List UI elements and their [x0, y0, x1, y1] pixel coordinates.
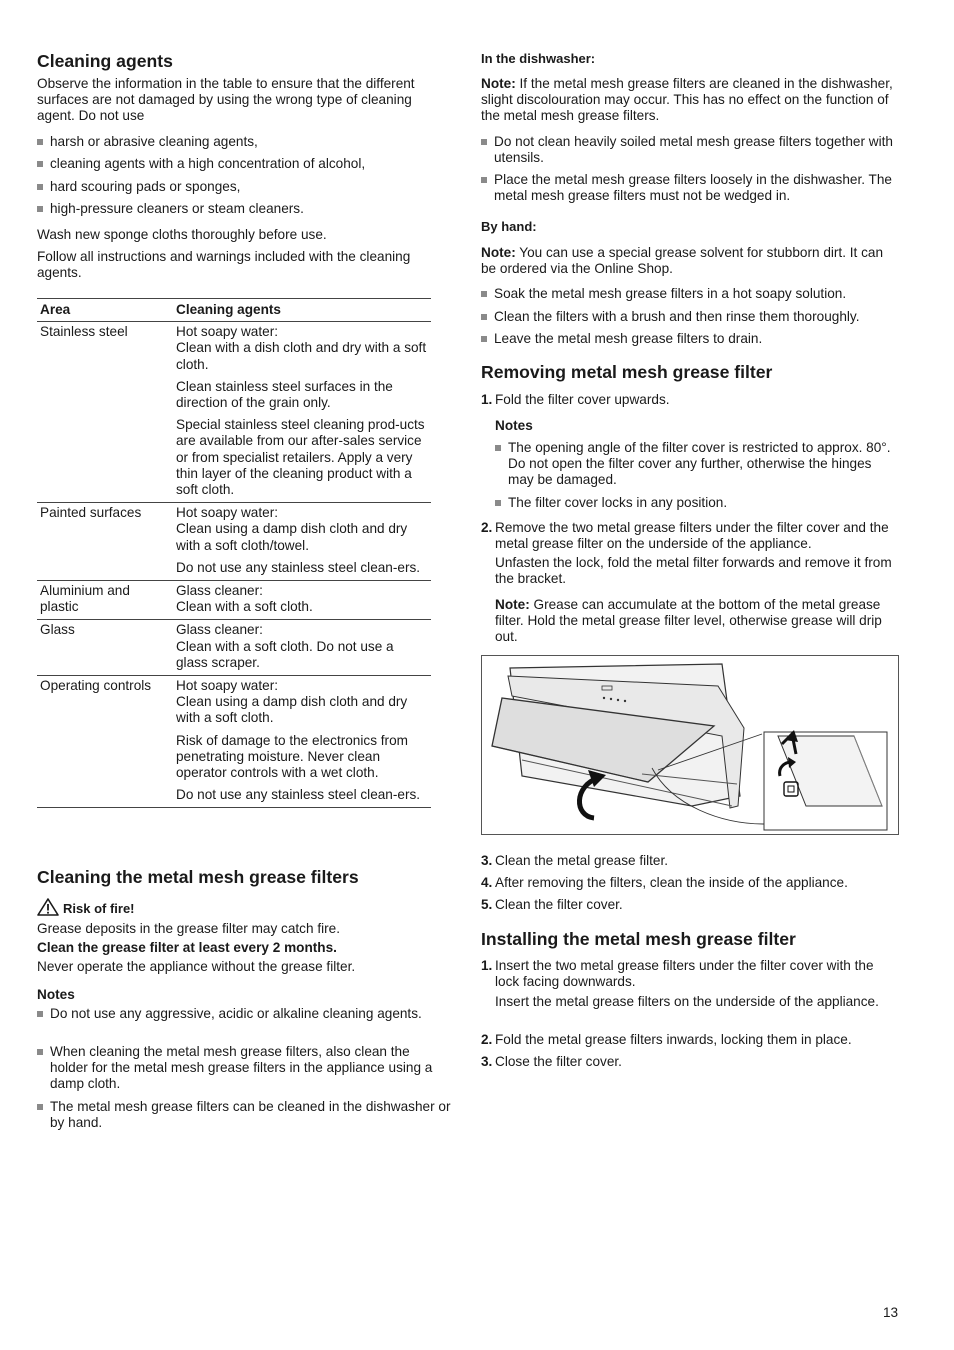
- agent-text: Do not use any stainless steel clean-ers.: [176, 559, 421, 575]
- heading-removing-filter: Removing metal mesh grease filter: [481, 362, 773, 382]
- table-row: [37, 581, 431, 620]
- step-item: [481, 958, 900, 990]
- step-number: 1.: [481, 392, 493, 407]
- step-text: Clean the filter cover.: [495, 897, 623, 912]
- table-header-row: [37, 299, 431, 322]
- illustration-graphic: [482, 656, 898, 834]
- step-text: Clean the metal grease filter.: [495, 853, 669, 868]
- list-item: Leave the metal mesh grease filters to drain.: [481, 331, 900, 347]
- agent-text: Hot soapy water: Clean using a damp dish cloth and dry with a soft cloth/towel.: [176, 505, 408, 553]
- table-cell-area: Stainless steel: [37, 322, 173, 503]
- warning-text: Never operate the appliance without the grease filter.: [37, 959, 356, 974]
- grease-note: [495, 597, 900, 646]
- list-item: Clean the filters with a brush and then rinse them thoroughly.: [481, 309, 900, 325]
- agent-text: Do not use any stainless steel clean-ers.: [176, 787, 421, 803]
- instructions-note: Follow all instructions and warnings included with the cleaning agents.: [37, 249, 411, 281]
- note-label: Note:: [481, 76, 516, 91]
- note-text: If the metal mesh grease filters are cleaned in the dishwasher, slight discolouration may occur. This has no effect on the function of the metal mesh grease filters.: [481, 76, 893, 124]
- step-item: [481, 392, 900, 408]
- step-item: [481, 897, 900, 913]
- subheading-dishwasher: In the dishwasher:: [481, 51, 596, 66]
- heading-cleaning-agents: Cleaning agents: [37, 51, 173, 71]
- step-number: 4.: [481, 875, 493, 890]
- agent-text: Risk of damage to the electronics from penetrating moisture. Never clean operator controls with a wet cloth.: [176, 732, 408, 781]
- cleaning-agents-intro: Observe the information in the table to ensure that the different surfaces are not damaged by using the wrong type of cleaning agent. Do not use: [37, 76, 415, 124]
- column-header-area: Area: [37, 299, 173, 322]
- list-item: The opening angle of the filter cover is restricted to approx. 80°. Do not open the filter cover any further, otherwise the hinges may be damaged.: [495, 440, 900, 489]
- step-number: 2.: [481, 520, 493, 535]
- notes-title: Notes: [37, 987, 75, 1002]
- note-text: You can use a special grease solvent for stubborn dirt. It can be ordered via the Online Shop.: [481, 245, 884, 277]
- table-row: [37, 620, 431, 676]
- page-number: 13: [883, 1305, 899, 1320]
- agent-text: Hot soapy water: Clean with a dish cloth and dry with a soft cloth.: [176, 324, 427, 372]
- agent-text: Special stainless steel cleaning prod-ucts are available from our after-sales service or from specialist retailers. Apply a very thin layer of the cleaning product with a soft cloth.: [176, 417, 425, 498]
- step-detail: Insert the metal grease filters on the underside of the appliance.: [495, 994, 879, 1009]
- list-item: The metal mesh grease filters can be cleaned in the dishwasher or by hand.: [37, 1099, 451, 1131]
- by-hand-note: [481, 245, 900, 277]
- step-text: Remove the two metal grease filters under the filter cover and the metal grease filter on the underside of the appliance.: [495, 520, 889, 552]
- list-item: Do not clean heavily soiled metal mesh grease filters together with utensils.: [481, 134, 900, 166]
- notes-title: Notes: [495, 418, 533, 433]
- table-cell-agents: [173, 503, 431, 581]
- step-number: 3.: [481, 1054, 493, 1069]
- step-detail: Unfasten the lock, fold the metal filter forwards and remove it from the bracket.: [495, 555, 892, 587]
- filter-removal-illustration: [481, 655, 899, 835]
- agent-text: Clean stainless steel surfaces in the direction of the grain only.: [176, 378, 393, 411]
- sponge-note: Wash new sponge cloths thoroughly before use.: [37, 227, 327, 242]
- fire-warning: [37, 898, 451, 920]
- step-text: Fold the filter cover upwards.: [495, 392, 670, 407]
- step-text: After removing the filters, clean the inside of the appliance.: [495, 875, 848, 890]
- table-cell-area: Glass: [37, 620, 173, 676]
- warning-icon: [37, 898, 59, 920]
- dishwasher-note: [481, 76, 900, 125]
- heading-cleaning-mesh-filters: Cleaning the metal mesh grease filters: [37, 867, 359, 887]
- table-cell-agents: [173, 676, 431, 808]
- table-cell-agents: [173, 581, 431, 620]
- table-cell-agents: [173, 620, 431, 676]
- table-row: [37, 322, 431, 503]
- list-item: Place the metal mesh grease filters loosely in the dishwasher. The metal mesh grease filters must not be wedged in.: [481, 172, 900, 204]
- table-cell-area: Painted surfaces: [37, 503, 173, 581]
- heading-installing-filter: Installing the metal mesh grease filter: [481, 929, 796, 949]
- note-label: Note:: [481, 245, 516, 260]
- step-item: [481, 853, 900, 869]
- table-cell-area: Operating controls: [37, 676, 173, 808]
- step-number: 2.: [481, 1032, 493, 1047]
- step-item: [481, 520, 900, 552]
- step-number: 5.: [481, 897, 493, 912]
- warning-title: Risk of fire!: [63, 901, 135, 916]
- subheading-by-hand: By hand:: [481, 219, 537, 234]
- agent-text: Glass cleaner: Clean with a soft cloth. Do not use a glass scraper.: [176, 622, 394, 670]
- list-item: high-pressure cleaners or steam cleaners.: [37, 201, 451, 217]
- table-cell-area: Aluminium and plastic: [37, 581, 173, 620]
- table-row: [37, 503, 431, 581]
- step-text: Insert the two metal grease filters under the filter cover with the lock facing downwards.: [495, 958, 874, 990]
- cleaning-agents-table: [37, 298, 431, 808]
- list-item: Do not use any aggressive, acidic or alkaline cleaning agents.: [37, 1006, 451, 1022]
- column-header-cleaning-agents: Cleaning agents: [173, 299, 431, 322]
- list-item: cleaning agents with a high concentration of alcohol,: [37, 156, 451, 172]
- step-item: [481, 875, 900, 891]
- list-item: Soak the metal mesh grease filters in a hot soapy solution.: [481, 286, 900, 302]
- list-item: When cleaning the metal mesh grease filters, also clean the holder for the metal mesh grease filters in the appliance using a damp cloth.: [37, 1044, 451, 1093]
- step-text: Fold the metal grease filters inwards, locking them in place.: [495, 1032, 852, 1047]
- list-item: The filter cover locks in any position.: [495, 495, 900, 511]
- agent-text: Glass cleaner: Clean with a soft cloth.: [176, 583, 313, 615]
- step-number: 1.: [481, 958, 493, 973]
- note-label: Note:: [495, 597, 530, 612]
- table-row: [37, 676, 431, 808]
- step-item: [481, 1032, 900, 1048]
- warning-emphasis: Clean the grease filter at least every 2 months.: [37, 940, 337, 955]
- list-item: harsh or abrasive cleaning agents,: [37, 134, 451, 150]
- table-cell-agents: [173, 322, 431, 503]
- note-text: Grease can accumulate at the bottom of the metal grease filter. Hold the metal grease filter level, otherwise grease will drip out.: [495, 597, 882, 645]
- step-number: 3.: [481, 853, 493, 868]
- agent-text: Hot soapy water: Clean using a damp dish cloth and dry with a soft cloth.: [176, 678, 408, 726]
- list-item: hard scouring pads or sponges,: [37, 179, 451, 195]
- warning-text: Grease deposits in the grease filter may catch fire.: [37, 921, 340, 936]
- step-item: [481, 1054, 900, 1070]
- step-text: Close the filter cover.: [495, 1054, 622, 1069]
